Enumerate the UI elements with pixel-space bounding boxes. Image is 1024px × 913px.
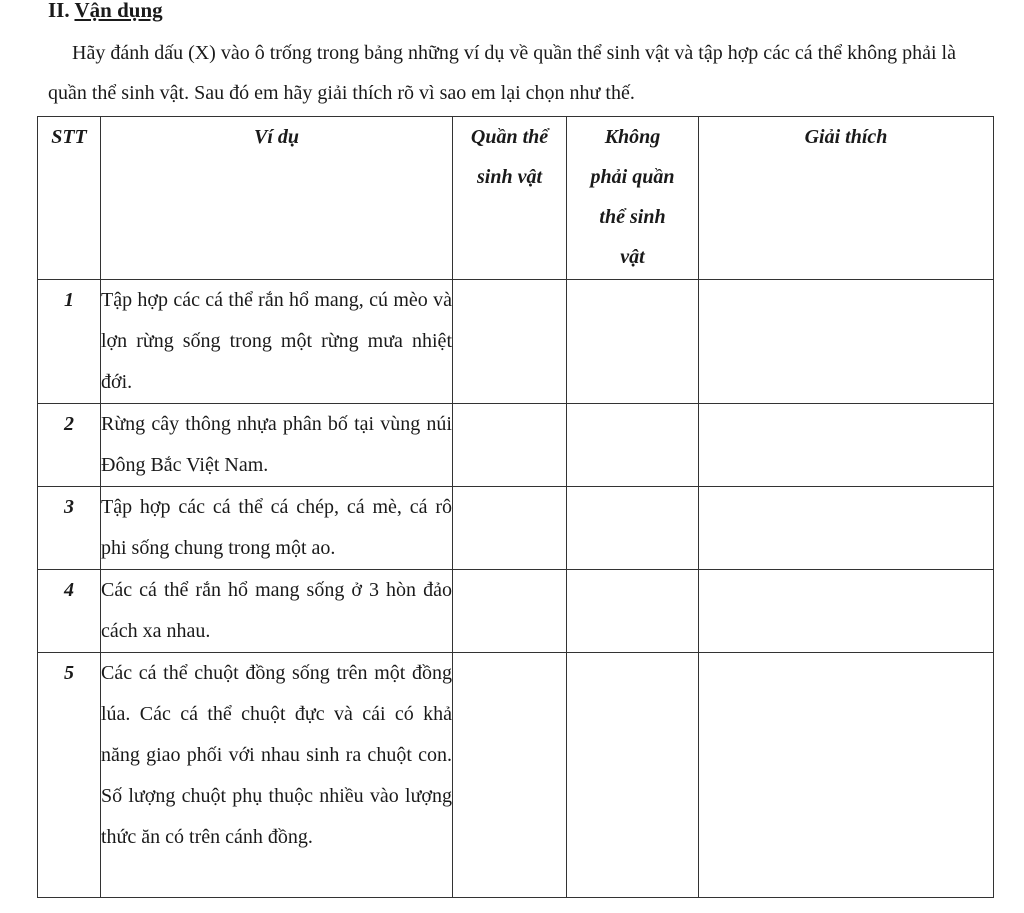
table-header-row bbox=[38, 117, 994, 280]
explanation-cell[interactable] bbox=[699, 404, 994, 487]
row-stt: 1 bbox=[38, 280, 101, 404]
header-example: Ví dụ bbox=[101, 117, 453, 280]
explanation-cell[interactable] bbox=[699, 570, 994, 653]
row-stt: 3 bbox=[38, 487, 101, 570]
header-population: Quần thể sinh vật bbox=[453, 117, 567, 280]
row-example: Các cá thể chuột đồng sống trên một đồng lúa. Các cá thể chuột đực và cái có khả năng giao phối với nhau sinh ra chuột con. Số lượng chuột phụ thuộc nhiều vào lượng thức ăn có trên cánh đồng. bbox=[101, 653, 453, 898]
not-population-checkbox-cell[interactable] bbox=[567, 487, 699, 570]
population-checkbox-cell[interactable] bbox=[453, 653, 567, 898]
instructions-paragraph: Hãy đánh dấu (X) vào ô trống trong bảng những ví dụ về quần thể sinh vật và tập hợp các cá thể không phải là quần thể sinh vật. Sau đó em hãy giải thích rõ vì sao em lại chọn như thế. bbox=[48, 42, 956, 104]
section-title: Vận dụng bbox=[74, 0, 163, 22]
population-checkbox-cell[interactable] bbox=[453, 570, 567, 653]
row-stt: 2 bbox=[38, 404, 101, 487]
table-row bbox=[38, 653, 994, 898]
row-stt: 4 bbox=[38, 570, 101, 653]
row-stt: 5 bbox=[38, 653, 101, 898]
row-example: Tập hợp các cá thể cá chép, cá mè, cá rô phi sống chung trong một ao. bbox=[101, 487, 453, 570]
exercise-table bbox=[37, 116, 994, 898]
row-example: Rừng cây thông nhựa phân bố tại vùng núi Đông Bắc Việt Nam. bbox=[101, 404, 453, 487]
population-checkbox-cell[interactable] bbox=[453, 280, 567, 404]
section-heading bbox=[48, 0, 163, 24]
header-not-population: Không phải quần thể sinh vật bbox=[567, 117, 699, 280]
table-row bbox=[38, 487, 994, 570]
not-population-checkbox-cell[interactable] bbox=[567, 570, 699, 653]
section-number: II. bbox=[48, 0, 70, 22]
row-example: Tập hợp các cá thể rắn hổ mang, cú mèo và lợn rừng sống trong một rừng mưa nhiệt đới. bbox=[101, 280, 453, 404]
explanation-cell[interactable] bbox=[699, 487, 994, 570]
population-checkbox-cell[interactable] bbox=[453, 404, 567, 487]
population-checkbox-cell[interactable] bbox=[453, 487, 567, 570]
table-row bbox=[38, 570, 994, 653]
not-population-checkbox-cell[interactable] bbox=[567, 280, 699, 404]
not-population-checkbox-cell[interactable] bbox=[567, 404, 699, 487]
header-explanation: Giải thích bbox=[699, 117, 994, 280]
explanation-cell[interactable] bbox=[699, 280, 994, 404]
row-example: Các cá thể rắn hổ mang sống ở 3 hòn đảo cách xa nhau. bbox=[101, 570, 453, 653]
header-stt: STT bbox=[38, 117, 101, 280]
explanation-cell[interactable] bbox=[699, 653, 994, 898]
table-row bbox=[38, 404, 994, 487]
not-population-checkbox-cell[interactable] bbox=[567, 653, 699, 898]
table-row bbox=[38, 280, 994, 404]
